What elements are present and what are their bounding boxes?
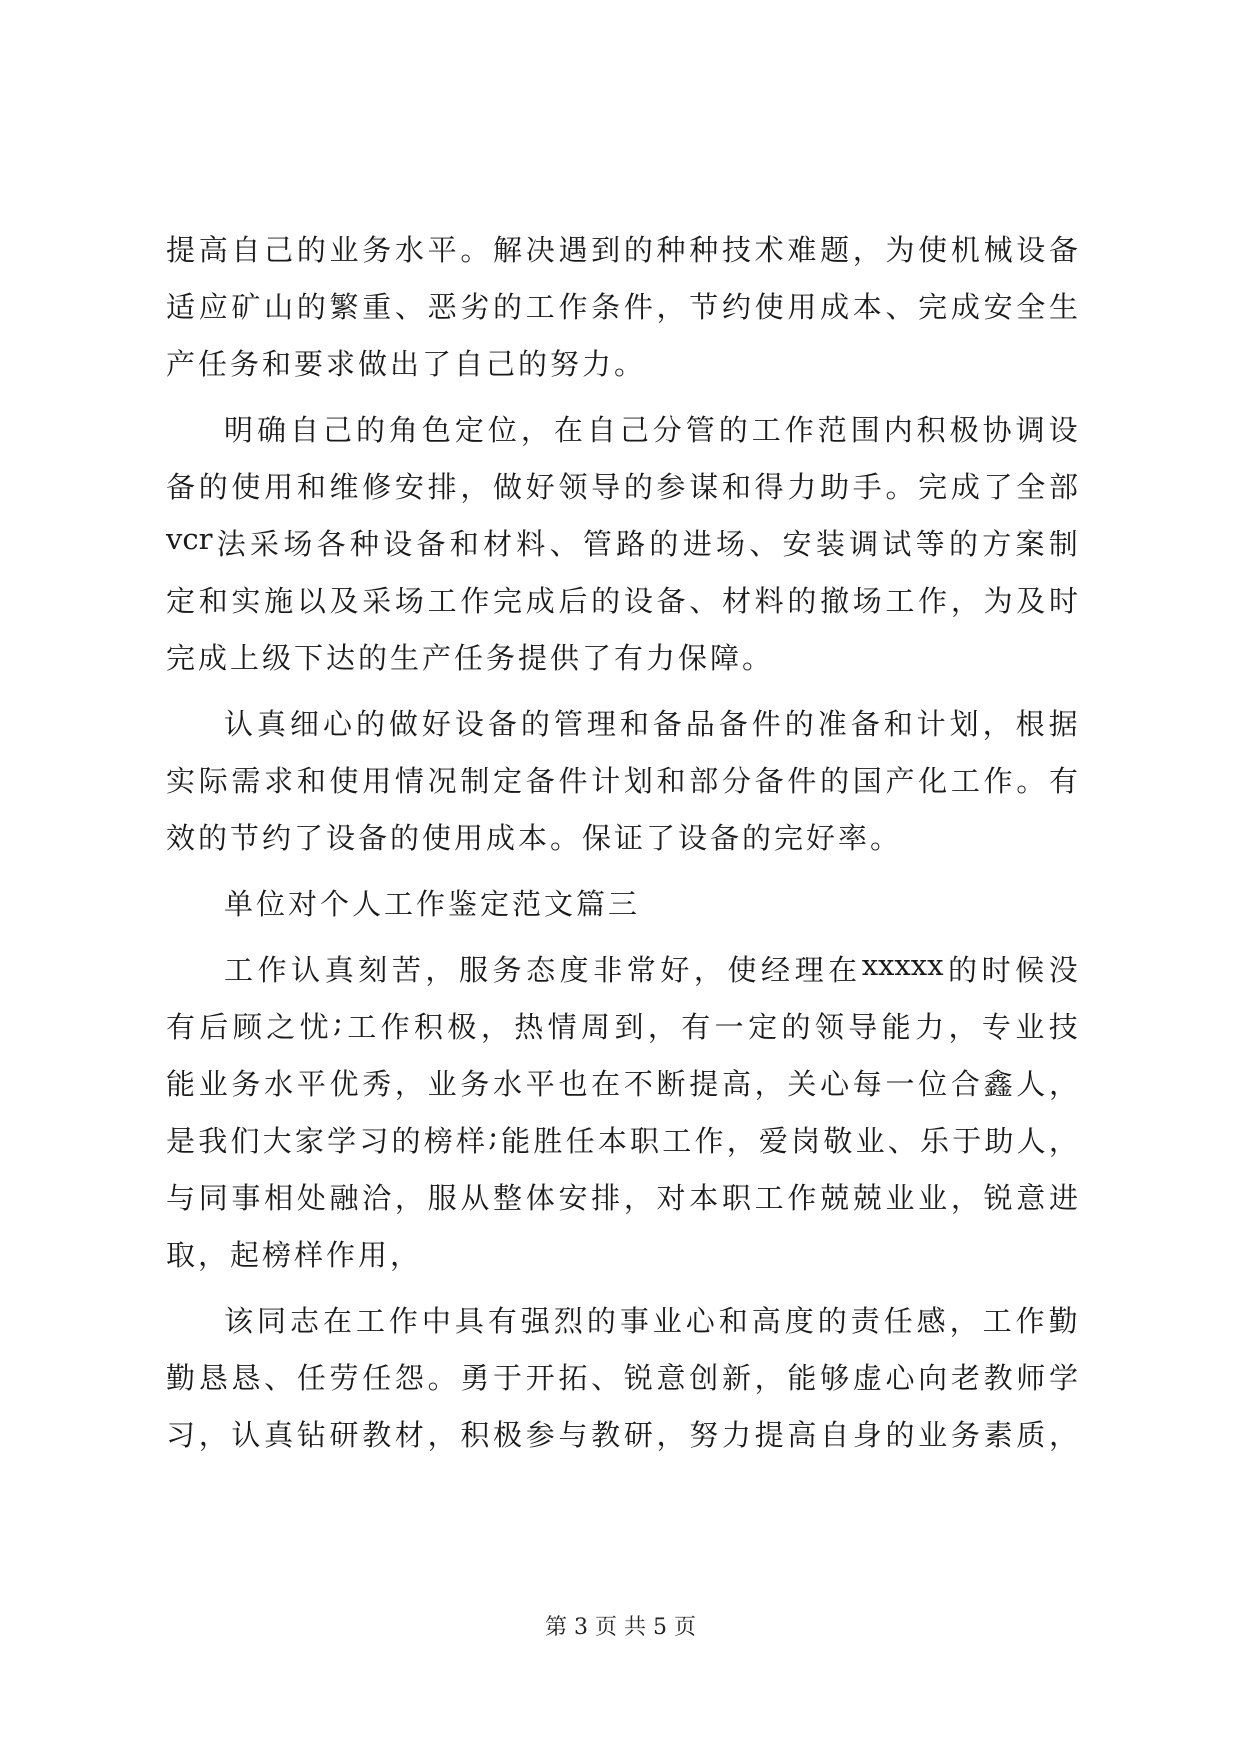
text-line: 是 我 们 大 家 学 习 的 榜 样 ; 能 胜 任 本 职 工 作 ， 爱 岗 敬 业 、 乐 于 助 人 ， xyxy=(166,1119,1078,1158)
text-line: vcr 法 采 场 各 种 设 备 和 材 料 、 管 路 的 进 场 、 安 装 调 试 等 的 方 案 制 xyxy=(166,522,1078,561)
text-line: 有 后 顾 之 忧 ; 工 作 积 极 ， 热 情 周 到 ， 有 一 定 的 领 导 能 力 ， 专 业 技 xyxy=(166,1005,1078,1044)
text-line: 与 同 事 相 处 融 洽 ， 服 从 整 体 安 排 ， 对 本 职 工 作 兢 兢 业 业 ， 锐 意 进 xyxy=(166,1181,1078,1215)
paragraph-first-line: 认 真 细 心 的 做 好 设 备 的 管 理 和 备 品 备 件 的 准 备 和 计 划 ， 根 据 xyxy=(224,707,1078,741)
text-line: 备 的 使 用 和 维 修 安 排 ， 做 好 领 导 的 参 谋 和 得 力 助 手 。 完 成 了 全 部 xyxy=(166,470,1078,504)
text-line: 勤 恳 恳 、 任 劳 任 怨 。 勇 于 开 拓 、 锐 意 创 新 ， 能 够 虚 心 向 老 教 师 学 xyxy=(166,1361,1078,1395)
paragraph-first-line: 工 作 认 真 刻 苦 ， 服 务 态 度 非 常 好 ， 使 经 理 在 xxxxx 的 时 候 没 xyxy=(224,948,1078,987)
section-heading: 单位对个人工作鉴定范文篇三 xyxy=(224,887,641,921)
text-line: 适 应 矿 山 的 繁 重 、 恶 劣 的 工 作 条 件 ， 节 约 使 用 成 本 、 完 成 安 全 生 xyxy=(166,290,1078,324)
text-line: 提 高 自 己 的 业 务 水 平 。 解 决 遇 到 的 种 种 技 术 难 题 ， 为 使 机 械 设 备 xyxy=(166,233,1078,267)
text-line: 效的节约了设备的使用成本。保证了设备的完好率。 xyxy=(166,821,903,855)
text-line: 定 和 实 施 以 及 采 场 工 作 完 成 后 的 设 备 、 材 料 的 撤 场 工 作 ， 为 及 时 xyxy=(166,584,1078,618)
text-line: 能 业 务 水 平 优 秀 ， 业 务 水 平 也 在 不 断 提 高 ， 关 心 每 一 位 合 鑫 人 ， xyxy=(166,1067,1078,1101)
paragraph-first-line: 该 同 志 在 工 作 中 具 有 强 烈 的 事 业 心 和 高 度 的 责 任 感 ， 工 作 勤 xyxy=(224,1304,1078,1338)
text-line: 习 ， 认 真 钻 研 教 材 ， 积 极 参 与 教 研 ， 努 力 提 高 自 身 的 业 务 素 质 ， xyxy=(166,1418,1078,1452)
text-line: 完成上级下达的生产任务提供了有力保障。 xyxy=(166,641,775,675)
text-line: 实 际 需 求 和 使 用 情 况 制 定 备 件 计 划 和 部 分 备 件 的 国 产 化 工 作 。 有 xyxy=(166,764,1078,798)
text-line: 产任务和要求做出了自己的努力。 xyxy=(166,347,647,381)
page-number-footer: 第 3 页 共 5 页 xyxy=(545,1615,696,1640)
text-line: 取，起榜样作用， xyxy=(166,1238,423,1272)
paragraph-first-line: 明 确 自 己 的 角 色 定 位 ， 在 自 己 分 管 的 工 作 范 围 内 积 极 协 调 设 xyxy=(224,413,1078,447)
